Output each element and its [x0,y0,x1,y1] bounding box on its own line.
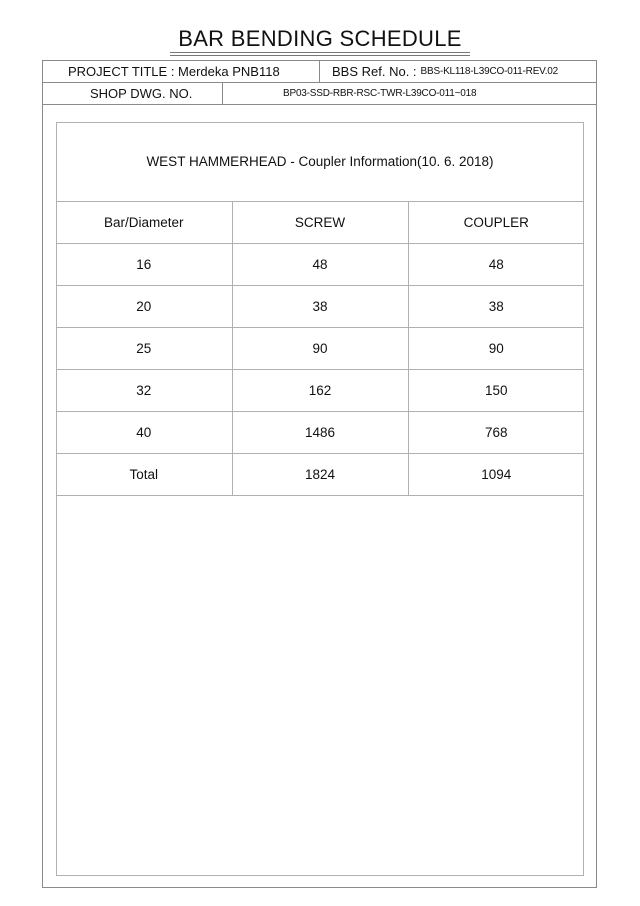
table-cell: 38 [408,286,584,328]
table-cell: 1486 [232,412,408,454]
table-cell: 162 [232,370,408,412]
header-row-shop-dwg [42,83,597,105]
table-cell: 32 [56,370,232,412]
table-cell: Total [56,454,232,496]
table-cell: 38 [232,286,408,328]
table-caption: WEST HAMMERHEAD - Coupler Information(10. 6. 2018) [56,122,584,202]
table-row [56,286,584,328]
column-header: COUPLER [408,202,584,244]
bbs-ref-value: BBS-KL118-L39CO-011-REV.02 [420,65,559,77]
table-cell: 1094 [408,454,584,496]
table-cell: 48 [408,244,584,286]
column-header: SCREW [232,202,408,244]
table-cell: 16 [56,244,232,286]
document-title: BAR BENDING SCHEDULE [178,26,462,51]
table-header-row [56,202,584,244]
title-underline [170,52,470,56]
coupler-table [56,202,584,496]
table-cell: 20 [56,286,232,328]
column-header: Bar/Diameter [56,202,232,244]
project-title: PROJECT TITLE : Merdeka PNB118 [42,60,320,82]
table-row [56,370,584,412]
table-cell: 150 [408,370,584,412]
table-cell: 25 [56,328,232,370]
bbs-ref-label: BBS Ref. No. : [332,63,417,79]
bbs-ref [320,60,597,82]
shop-dwg-label: SHOP DWG. NO. [42,83,223,104]
table-cell: 768 [408,412,584,454]
table-cell: 40 [56,412,232,454]
table-row [56,412,584,454]
table-row [56,328,584,370]
shop-dwg-value: BP03-SSD-RBR-RSC-TWR-L39CO-011~018 [283,88,477,99]
table-row [56,244,584,286]
table-cell: 90 [408,328,584,370]
table-cell: 1824 [232,454,408,496]
table-row-total [56,454,584,496]
table-cell: 90 [232,328,408,370]
table-cell: 48 [232,244,408,286]
header-row-project [42,60,597,83]
